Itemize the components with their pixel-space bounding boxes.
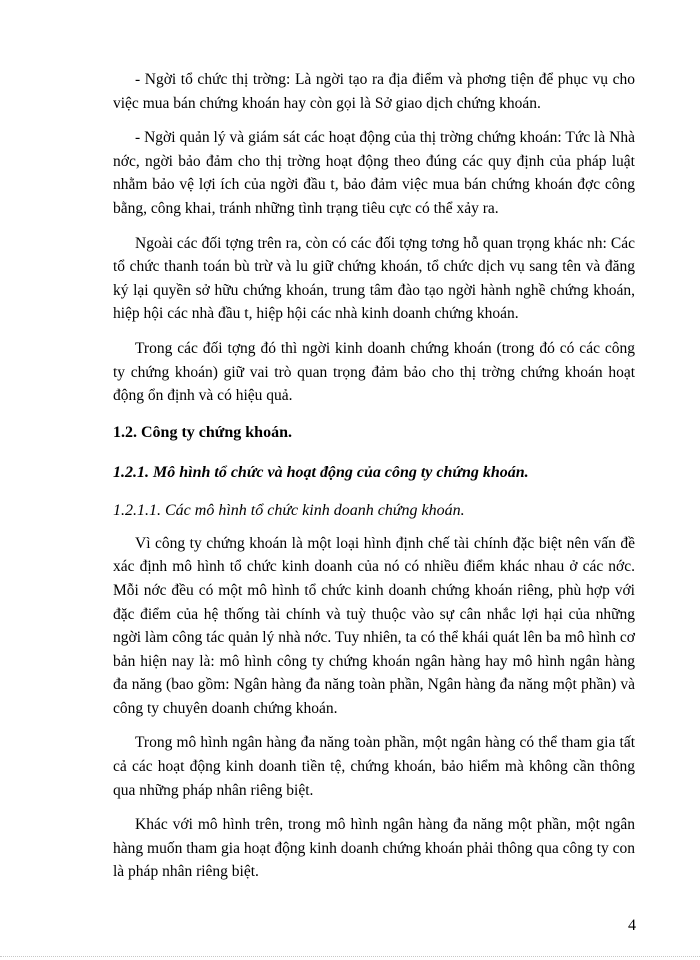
page-content: [113, 68, 635, 895]
paragraph-market-supervisor: - Ngời quản lý và giám sát các hoạt động của thị trờng chứng khoán: Tức là Nhà nớc, ngời bảo đảm cho thị trờng hoạt động theo đúng các quy định của pháp luật nhằm bảo vệ lợi ích của ngời đầu t, bảo đảm việc mua bán chứng khoán đợc công bằng, công khai, tránh những tình trạng tiêu cực có thể xảy ra.: [113, 129, 635, 217]
paragraph-full-universal-bank: Trong mô hình ngân hàng đa năng toàn phần, một ngân hàng có thể tham gia tất cả các hoạt động kinh doanh tiền tệ, chứng khoán, bảo hiểm mà không cần thông qua những pháp nhân riêng biệt.: [113, 734, 635, 799]
section-heading: 1.2. Công ty chứng khoán.: [113, 423, 292, 441]
subsection-heading: 1.2.1. Mô hình tổ chức và hoạt động của công ty chứng khoán.: [113, 463, 529, 481]
subsubsection-heading: 1.2.1.1. Các mô hình tổ chức kinh doanh chứng khoán.: [113, 501, 465, 519]
paragraph-securities-dealers-role: Trong các đối tợng đó thì ngời kinh doanh chứng khoán (trong đó có các công ty chứng khoán) giữ vai trò quan trọng đảm bảo cho thị trờng chứng khoán hoạt động ổn định và có hiệu quả.: [113, 339, 635, 405]
footer-divider: [0, 956, 700, 957]
paragraph-business-models: Vì công ty chứng khoán là một loại hình định chế tài chính đặc biệt nên vấn đề xác định mô hình tổ chức kinh doanh của nó có nhiều điểm khác nhau ở các nớc. Mỗi nớc đều có một mô hình tổ chức kinh doanh chứng khoán riêng, phù hợp với đặc điểm của hệ thống tài chính và tuỳ thuộc vào sự cân nhắc lợi hại của những ngời làm công tác quản lý nhà nớc. Tuy nhiên, ta có thể khái quát lên ba mô hình cơ bản hiện nay là: mô hình công ty chứng khoán ngân hàng hay mô hình ngân hàng đa năng (bao gồm: Ngân hàng đa năng toàn phần, Ngân hàng đa năng một phần) và công ty chuyên doanh chứng khoán.: [113, 534, 635, 717]
paragraph-other-participants: Ngoài các đối tợng trên ra, còn có các đối tợng tơng hỗ quan trọng khác nh: Các tổ chức thanh toán bù trừ và lu giữ chứng khoán, tổ chức dịch vụ sang tên và đăng ký lại quyền sở hữu chứng khoán, trung tâm đào tạo ngời hành nghề chứng khoán, hiệp hội các nhà đầu t, hiệp hội các nhà kinh doanh chứng khoán.: [113, 234, 635, 323]
paragraph-partial-universal-bank: Khác với mô hình trên, trong mô hình ngân hàng đa năng một phần, một ngân hàng muốn tham gia hoạt động kinh doanh chứng khoán phải thông qua công ty con là pháp nhân riêng biệt.: [113, 816, 635, 881]
paragraph-market-organizer: - Ngời tổ chức thị trờng: Là ngời tạo ra địa điểm và phơng tiện để phục vụ cho việc mua bán chứng khoán hay còn gọi là Sở giao dịch chứng khoán.: [113, 71, 635, 112]
page-number: 4: [628, 917, 636, 934]
